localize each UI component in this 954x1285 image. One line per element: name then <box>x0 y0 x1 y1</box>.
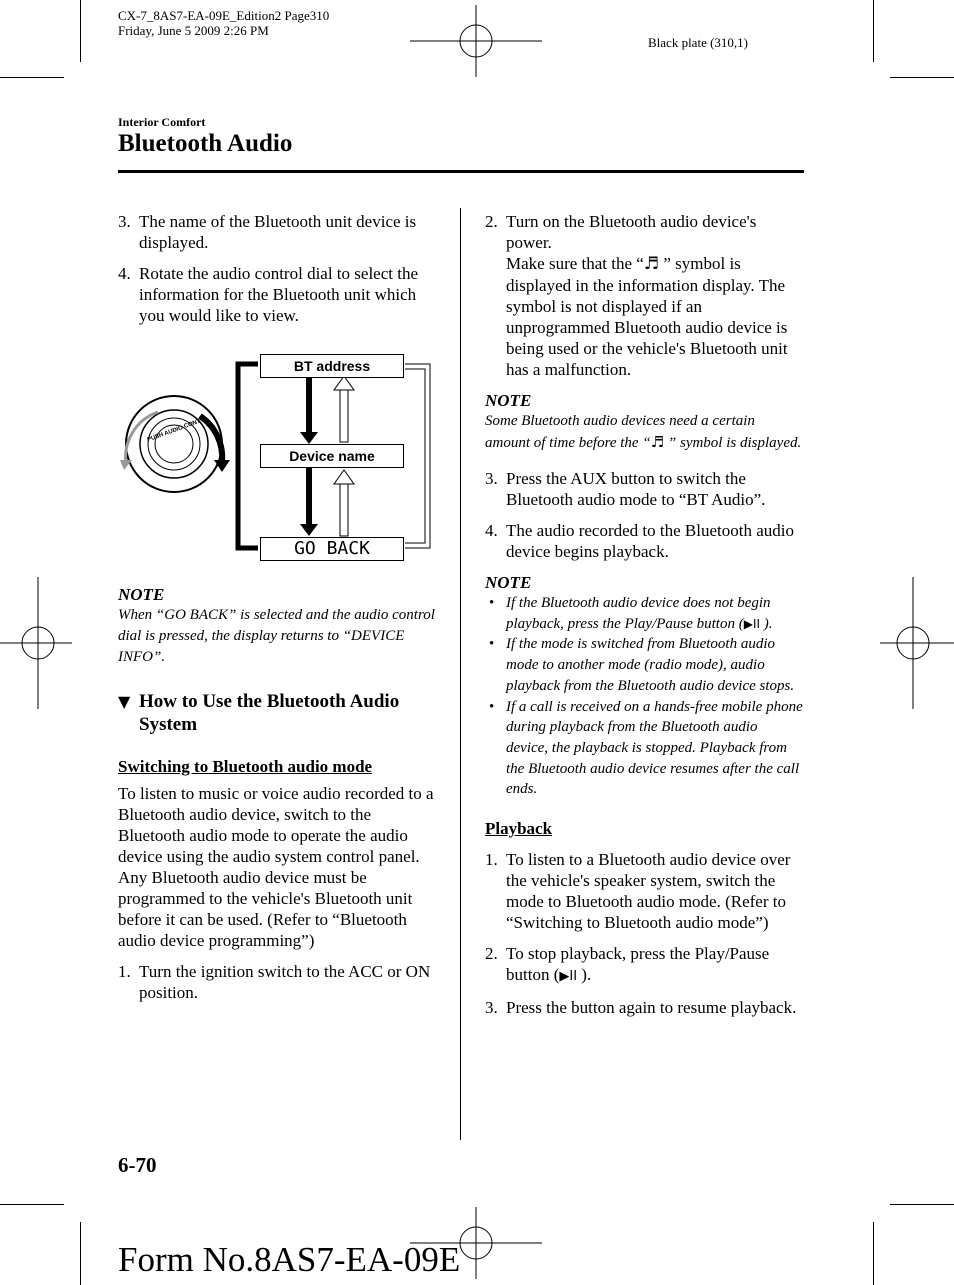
play-pause-icon: ▶II <box>559 969 578 985</box>
item-number: 4. <box>485 521 498 540</box>
crop-mark-bottom-right <box>890 1204 954 1205</box>
registration-mark-left <box>0 577 72 709</box>
down-arrow-icon <box>300 524 318 536</box>
note-heading: NOTE <box>485 573 532 592</box>
selection-bracket <box>238 364 258 548</box>
subsection-heading <box>118 690 436 736</box>
item-number: 3. <box>485 469 498 488</box>
list-item <box>485 997 803 1018</box>
music-note-icon: ♬ <box>650 433 665 451</box>
note-text: Some Bluetooth audio devices need a certain amount of time before the “ <box>485 413 755 451</box>
item-number: 1. <box>485 850 498 870</box>
print-file-info <box>118 8 329 38</box>
bullet-dot: • <box>489 698 495 715</box>
note-bullet <box>485 697 803 801</box>
item-text: Rotate the audio control dial to select the information for the Bluetooth unit which you would like to view. <box>139 264 418 325</box>
device-name-box: Device name <box>260 444 404 468</box>
triangle-marker-icon: ▼ <box>118 692 131 711</box>
right-column <box>485 211 803 1028</box>
registration-mark-top <box>410 5 542 77</box>
column-divider <box>460 208 461 1140</box>
bullet-dot: • <box>489 595 495 611</box>
item-text: The audio recorded to the Bluetooth audio device begins playback. <box>506 521 794 561</box>
registration-mark-right <box>880 577 954 709</box>
form-number: Form No.8AS7-EA-09E <box>118 1240 461 1279</box>
item-number: 3. <box>118 212 131 231</box>
crop-mark-bottom-right-v <box>873 1222 874 1285</box>
playback-heading: Playback <box>485 819 553 839</box>
item-number: 2. <box>485 944 498 964</box>
crop-mark-bottom-left-v <box>80 1222 81 1285</box>
bullet-text: ). <box>760 615 773 632</box>
note-bullet <box>485 593 803 634</box>
audio-control-dial-icon <box>126 396 222 492</box>
item-text: Turn the ignition switch to the ACC or ON position. <box>139 962 431 1002</box>
music-note-icon: ♬ <box>643 254 660 274</box>
left-column <box>118 211 436 336</box>
switching-heading: Switching to Bluetooth audio mode <box>118 757 373 776</box>
dial-label: PUSH AUDIO CONT <box>146 418 202 444</box>
crop-mark-bottom-left <box>0 1204 64 1205</box>
up-arrow-icon <box>334 470 354 484</box>
section-label: Interior Comfort <box>118 115 206 129</box>
paragraph: Any Bluetooth audio device must be programmed to the vehicle's Bluetooth unit before it can be used. (Refer to “Bluetooth audio device programming”) <box>118 868 413 950</box>
crop-mark-top-left-v <box>80 0 81 62</box>
list-item <box>118 263 436 326</box>
item-text: ” symbol is displayed in the information display. The symbol is not displayed if an unprogrammed Bluetooth audio device is being used or the vehicle's Bluetooth unit has a malfunction. <box>506 254 788 379</box>
left-column-lower <box>118 584 436 1013</box>
audio-dial-diagram <box>118 340 448 570</box>
crop-mark-top-left <box>0 77 64 78</box>
item-text: To stop playback, press the Play/Pause button ( <box>506 944 770 985</box>
item-text: “Switching to Bluetooth audio mode”) <box>506 913 769 933</box>
item-text: Press the button again to resume playback. <box>506 998 797 1018</box>
print-file-line1: CX-7_8AS7-EA-09E_Edition2 Page310 <box>118 8 330 23</box>
list-item <box>118 961 436 1003</box>
print-plate: Black plate (310,1) <box>648 35 748 50</box>
title-rule <box>118 170 804 173</box>
item-text: ). <box>577 965 592 985</box>
list-item <box>485 211 803 380</box>
bullet-dot: • <box>489 636 495 653</box>
play-pause-icon: ▶II <box>743 616 761 631</box>
list-item <box>118 211 436 253</box>
list-item <box>485 520 803 562</box>
crop-mark-top-right <box>890 77 954 78</box>
page-number: 6-70 <box>118 1153 157 1177</box>
subsection-title: How to Use the Bluetooth Audio System <box>139 691 400 735</box>
note-text: ” symbol is displayed. <box>664 435 802 451</box>
paragraph: To listen to music or voice audio recorded to a Bluetooth audio device, switch to the Bluetooth audio mode to operate the audio device using the audio system control panel. <box>118 784 434 866</box>
item-text: Make sure that the “ <box>506 254 644 273</box>
bullet-text: If the Bluetooth audio device does not begin playback, press the Play/Pause button ( <box>506 595 771 632</box>
page-title: Bluetooth Audio <box>118 130 293 157</box>
bullet-text: If the mode is switched from Bluetooth audio mode to another mode (radio mode), audio playback from the Bluetooth audio device stops. <box>506 636 795 694</box>
bt-address-box: BT address <box>260 354 404 378</box>
note-bullet <box>485 634 803 696</box>
note-heading: NOTE <box>118 585 165 604</box>
item-text: Turn on the Bluetooth audio device's power. <box>506 212 757 252</box>
item-text: Press the AUX button to switch the Bluetooth audio mode to “BT Audio”. <box>506 469 766 509</box>
item-text: To listen to a Bluetooth audio device over the vehicle's speaker system, switch the mode to Bluetooth audio mode. (Refer to <box>506 850 791 912</box>
item-number: 3. <box>485 998 498 1018</box>
list-item <box>485 468 803 510</box>
crop-mark-top-right-v <box>873 0 874 62</box>
down-arrow-icon <box>300 432 318 444</box>
item-text: The name of the Bluetooth unit device is displayed. <box>139 212 417 252</box>
item-number: 4. <box>118 264 131 283</box>
note-body <box>485 411 803 454</box>
item-number: 2. <box>485 212 498 231</box>
list-item <box>485 943 803 987</box>
bullet-text: If a call is received on a hands-free mobile phone during playback from the Bluetooth audio device, the playback is stopped. Playback from the Bluetooth audio device resumes after the call ends. <box>506 698 803 798</box>
up-arrow-icon <box>334 376 354 390</box>
item-number: 1. <box>118 962 131 981</box>
go-back-box: GO BACK <box>260 537 404 561</box>
print-file-line2: Friday, June 5 2009 2:26 PM <box>118 23 269 38</box>
list-item <box>485 849 803 933</box>
note-body: When “GO BACK” is selected and the audio control dial is pressed, the display returns to “DEVICE INFO”. <box>118 607 435 665</box>
note-heading: NOTE <box>485 391 532 410</box>
